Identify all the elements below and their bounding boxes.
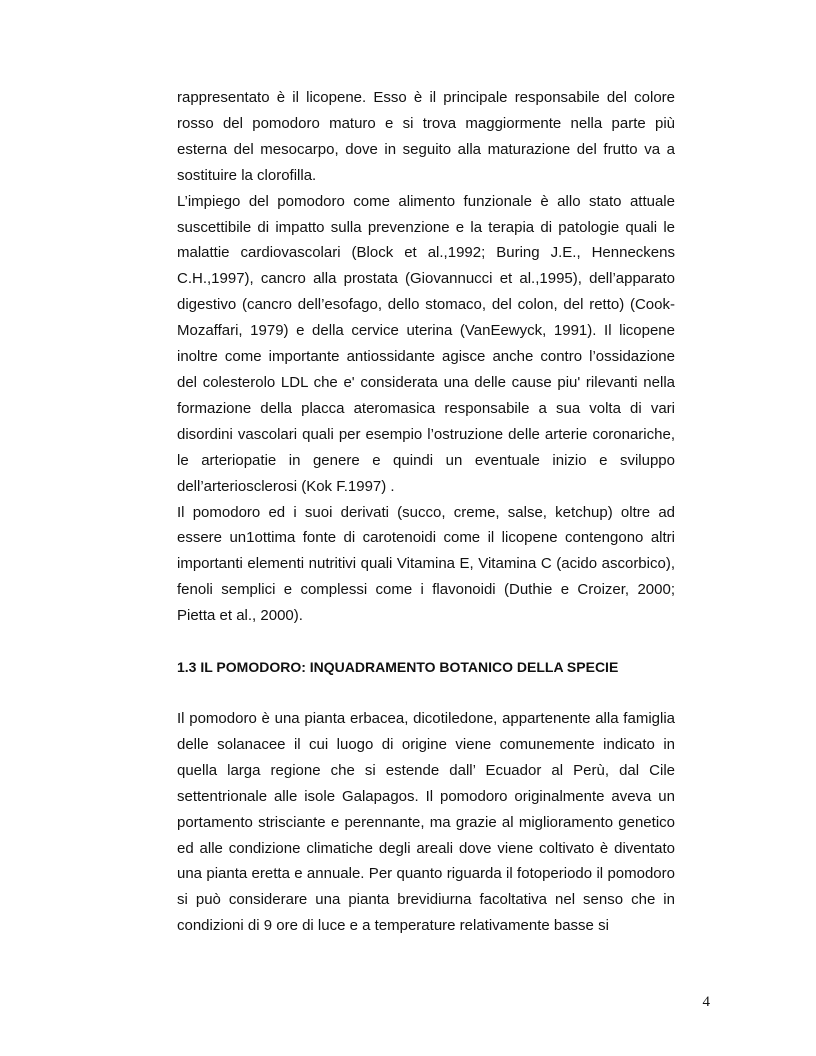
section-heading: 1.3 IL POMODORO: INQUADRAMENTO BOTANICO DELLA SPECIE — [177, 659, 619, 675]
body-text-top — [177, 85, 675, 629]
paragraph-alimento-funzionale: L’impiego del pomodoro come alimento funzionale è allo stato attuale suscettibile di impatto sulla prevenzione e la terapia di patologie quali le malattie cardiovascolari (Block et al.,1992; Buring J.E., Henneckens C.H.,1997), cancro alla prostata (Giovannucci et al.,1995), dell’apparato digestivo (cancro dell’esofago, dello stomaco, del colon, del retto) (Cook-Mozaffari, 1979) e della cervice uterina (VanEewyck, 1991). Il licopene inoltre come importante antiossidante agisce anche contro l’ossidazione del colesterolo LDL che e' considerata una delle cause piu' rilevanti nella formazione della placca ateromasica responsabile a sua volta di vari disordini vascolari quali per esempio l’ostruzione delle arterie coronariche, le arteriopatie in genere e quindi un eventuale inizio e sviluppo dell’arteriosclerosi (Kok F.1997) . — [177, 192, 675, 495]
page-number: 4 — [702, 994, 710, 1010]
paragraph-derivati-pomodoro: Il pomodoro ed i suoi derivati (succo, creme, salse, ketchup) oltre ad essere un1ottima fonte di carotenoidi come il licopene contengono altri importanti elementi nutritivi quali Vitamina E, Vitamina C (acido ascorbico), fenoli semplici e complessi come i flavonoidi (Duthie e Croizer, 2000; Pietta et al., 2000). — [177, 503, 675, 625]
paragraph-pianta-erbacea: Il pomodoro è una pianta erbacea, dicotiledone, appartenente alla famiglia delle solanacee il cui luogo di origine viene comunemente indicato in quella larga regione che si estende dall’ Ecuador al Perù, dal Cile settentrionale alle isole Galapagos. Il pomodoro originalmente aveva un portamento strisciante e perennante, ma grazie al miglioramento genetico ed alle condizione climatiche degli areali dove viene coltivato è diventato una pianta eretta e annuale. Per quanto riguarda il fotoperiodo il pomodoro si può considerare una pianta brevidiurna facoltativa nel senso che in condizioni di 9 ore di luce e a temperature relativamente basse si — [177, 710, 675, 935]
body-text-bottom — [177, 706, 675, 939]
paragraph-licopene-colore: rappresentato è il licopene. Esso è il principale responsabile del colore rosso del pomodoro maturo e si trova maggiormente nella parte più esterna del mesocarpo, dove in seguito alla maturazione del frutto va a sostituire la clorofilla. — [177, 89, 675, 184]
